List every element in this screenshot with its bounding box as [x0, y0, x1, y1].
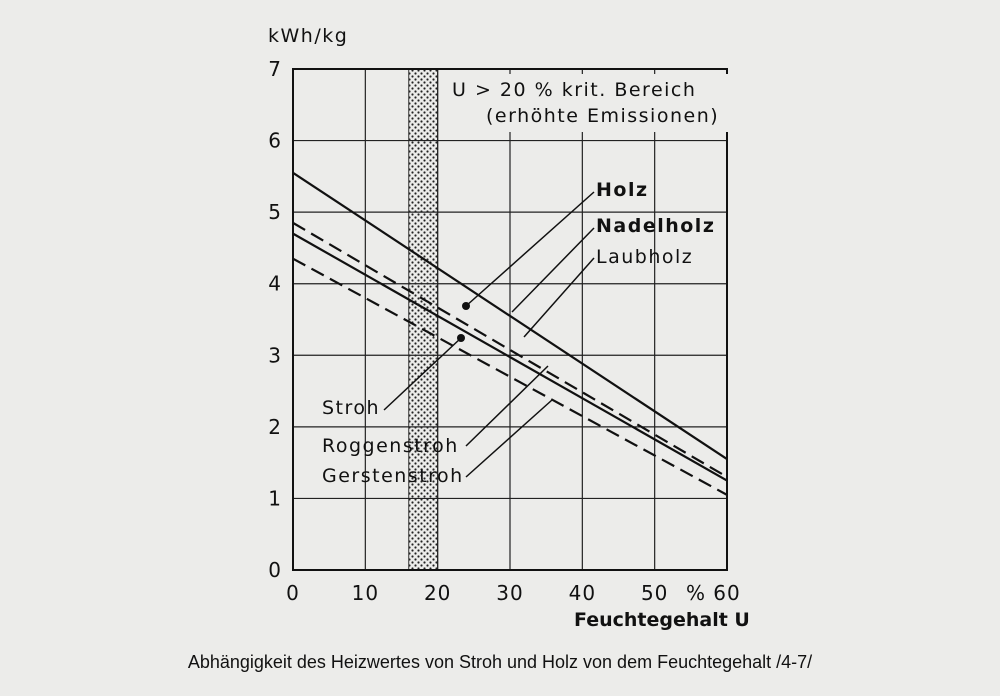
- y-tick-label: 0: [268, 558, 282, 582]
- x-axis-label: Feuchtegehalt U: [574, 609, 750, 631]
- y-tick-label: 3: [268, 343, 282, 368]
- y-tick-label: 4: [268, 271, 282, 296]
- x-tick-label: 40: [568, 581, 597, 605]
- y-tick-label: 6: [268, 128, 282, 153]
- marker-stroh: [457, 334, 465, 342]
- leader-laubholz: [524, 258, 594, 337]
- label-roggenstroh: Roggenstroh: [322, 435, 459, 457]
- x-tick-label: 20: [423, 581, 452, 605]
- x-tick-label: 10: [351, 581, 380, 605]
- y-tick-label: 2: [268, 414, 282, 439]
- x-axis-unit: %: [686, 581, 707, 605]
- y-tick-label: 7: [268, 57, 282, 81]
- leader-roggenstroh: [466, 366, 548, 446]
- label-gerstenstroh: Gerstenstroh: [322, 465, 464, 487]
- figure-caption: Abhängigkeit des Heizwertes von Stroh und Holz von dem Feuchtegehalt /4-7/: [187, 652, 813, 672]
- critical-region-label-line1: U > 20 % krit. Bereich: [452, 79, 697, 101]
- label-nadelholz: Nadelholz: [596, 215, 716, 237]
- y-tick-label: 5: [268, 200, 282, 225]
- marker-holz: [462, 302, 470, 310]
- x-tick-label: 30: [496, 581, 524, 605]
- leader-nadelholz: [512, 228, 594, 312]
- plot-area: [268, 57, 740, 605]
- label-laubholz: Laubholz: [596, 246, 694, 268]
- critical-region-label-line2: (erhöhte Emissionen): [486, 105, 720, 127]
- leader-gerstenstroh: [466, 400, 552, 477]
- label-stroh: Stroh: [322, 397, 381, 419]
- x-tick-label: 50: [640, 581, 669, 605]
- y-tick-label: 1: [268, 486, 282, 511]
- label-holz: Holz: [596, 179, 649, 201]
- x-tick-label: 60: [713, 581, 741, 605]
- y-axis-label: kWh/kg: [268, 25, 349, 47]
- leader-holz: [466, 192, 594, 306]
- x-tick-label: 0: [286, 581, 300, 605]
- critical-region-band: [409, 69, 438, 570]
